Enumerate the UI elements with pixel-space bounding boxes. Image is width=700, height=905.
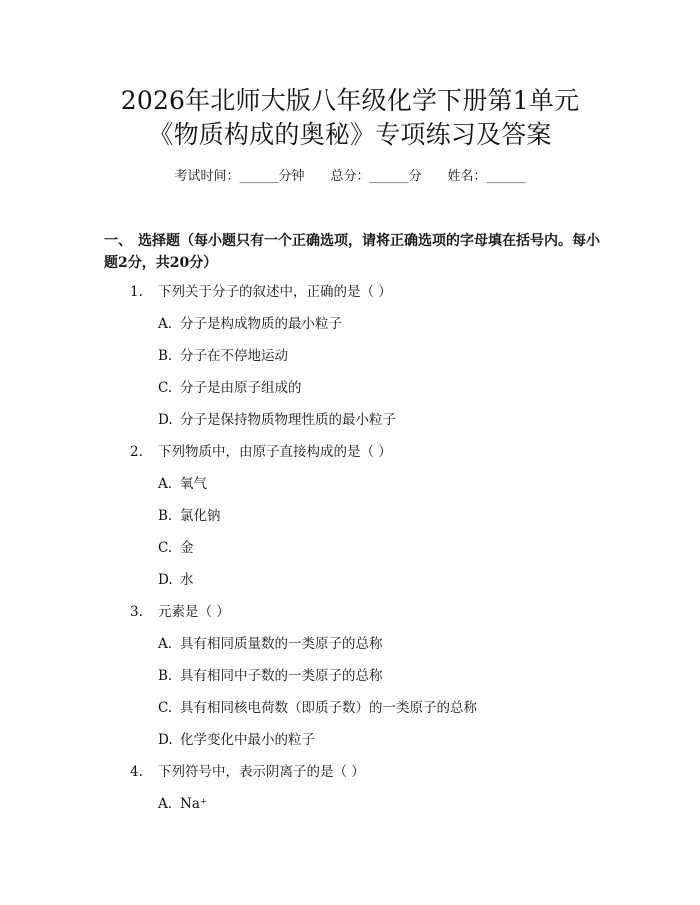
option-text: 氧气	[180, 476, 207, 492]
option-text: 具有相同核电荷数（即质子数）的一类原子的总称	[180, 700, 477, 716]
question-number: 4.	[130, 764, 143, 780]
option-text: 具有相同中子数的一类原子的总称	[180, 668, 383, 684]
option-letter: B.	[158, 668, 173, 684]
option-text: 金	[180, 540, 194, 556]
question-4	[130, 763, 365, 781]
question-number: 2.	[130, 444, 143, 460]
option-text: 分子是构成物质的最小粒子	[180, 316, 342, 332]
option-letter: B.	[158, 508, 173, 524]
question-1-option-a	[158, 315, 342, 333]
question-2-option-c	[158, 539, 194, 557]
option-letter: A.	[158, 476, 173, 492]
section-heading	[104, 230, 604, 274]
option-letter: C.	[158, 700, 173, 716]
total-score-field: 总分：______分	[330, 169, 422, 184]
question-number: 3.	[130, 604, 143, 620]
question-3-option-b	[158, 667, 383, 685]
option-text: 化学变化中最小的粒子	[180, 732, 315, 748]
option-text: 分子是由原子组成的	[180, 380, 302, 396]
option-text: 氯化钠	[180, 508, 221, 524]
question-4-option-a	[158, 795, 207, 813]
section-number: 一、	[104, 233, 132, 249]
option-letter: A.	[158, 316, 173, 332]
page-title-line2: 《物质构成的奥秘》专项练习及答案	[148, 120, 552, 149]
exam-info	[0, 168, 700, 186]
option-letter: D.	[158, 412, 173, 428]
option-letter: D.	[158, 572, 173, 588]
question-2-option-b	[158, 507, 221, 525]
question-1	[130, 283, 392, 301]
question-text: 元素是（ ）	[158, 604, 230, 620]
question-2	[130, 443, 392, 461]
question-3	[130, 603, 230, 621]
option-text: 具有相同质量数的一类原子的总称	[180, 636, 383, 652]
question-3-option-d	[158, 731, 315, 749]
option-letter: C.	[158, 540, 173, 556]
exam-time-field: 考试时间：______分钟	[174, 169, 305, 184]
option-text: Na⁺	[180, 796, 207, 812]
option-letter: D.	[158, 732, 173, 748]
option-text: 分子在不停地运动	[180, 348, 288, 364]
student-name-field: 姓名：______	[447, 169, 526, 184]
question-1-option-b	[158, 347, 288, 365]
option-letter: A.	[158, 796, 173, 812]
question-3-option-a	[158, 635, 383, 653]
question-1-option-d	[158, 411, 396, 429]
option-letter: A.	[158, 636, 173, 652]
page-title-line1: 2026年北师大版八年级化学下册第1单元	[120, 86, 580, 115]
question-text: 下列物质中，由原子直接构成的是（ ）	[158, 444, 392, 460]
question-2-option-a	[158, 475, 207, 493]
question-2-option-d	[158, 571, 194, 589]
question-text: 下列关于分子的叙述中，正确的是（ ）	[158, 284, 392, 300]
question-number: 1.	[130, 284, 143, 300]
question-1-option-c	[158, 379, 302, 397]
option-text: 水	[180, 572, 194, 588]
option-letter: B.	[158, 348, 173, 364]
question-3-option-c	[158, 699, 477, 717]
option-letter: C.	[158, 380, 173, 396]
option-text: 分子是保持物质物理性质的最小粒子	[180, 412, 396, 428]
section-instructions: 选择题（每小题只有一个正确选项，请将正确选项的字母填在括号内。每小题2分，共20分）	[104, 233, 600, 271]
question-text: 下列符号中，表示阴离子的是（ ）	[158, 764, 365, 780]
